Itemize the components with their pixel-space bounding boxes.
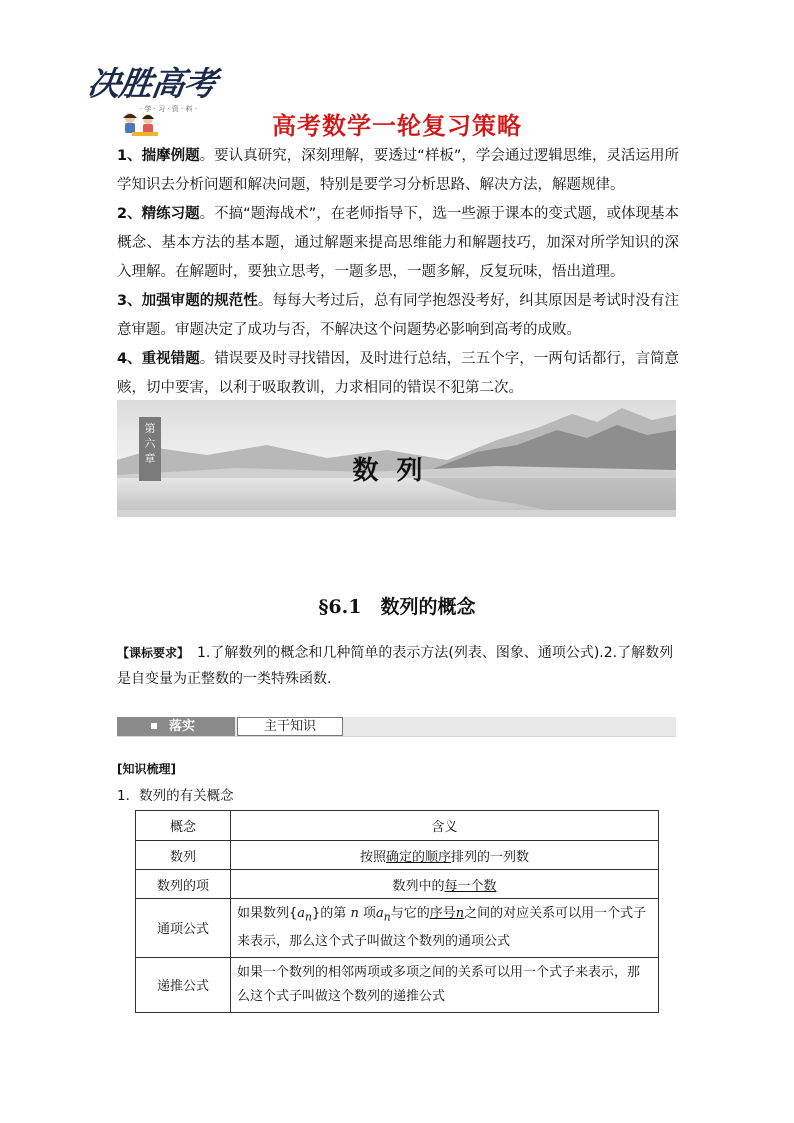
square-bullet-icon (151, 723, 157, 729)
logo-text: 决胜高考 (84, 64, 219, 103)
meaning-cell (231, 870, 659, 899)
strategy-item (117, 345, 679, 403)
math-var: a (297, 906, 306, 921)
meaning-text: 如果数列{ (237, 906, 298, 921)
chapter-tag-char: 六 (144, 437, 156, 450)
strategy-text: 。每每大考过后，总有同学抱怨没考好，纠其原因是考试时没有注意审题。审题决定了成功与否，不解决这个问题势必影响到高考的成败。 (117, 293, 679, 338)
term-cell: 通项公式 (136, 899, 231, 958)
term-cell: 递推公式 (136, 957, 231, 1012)
course-requirements (117, 640, 679, 692)
meaning-text: 数列中的 (392, 878, 445, 894)
bar-dark-text: 落实 (169, 719, 196, 734)
table-header: 含义 (231, 811, 659, 841)
math-var: n (350, 906, 359, 921)
strategy-text: 。要认真研究，深刻理解，要透过“样板”，学会通过逻辑思维，灵活运用所学知识去分析问题和解决问题，特别是要学习分析思路、解决方法，解题规律。 (117, 148, 679, 193)
term-cell: 数列 (136, 841, 231, 870)
chapter-title: 数列 (352, 456, 441, 486)
strategy-lead: 3、加强审题的规范性 (117, 293, 258, 309)
math-var: a (375, 906, 384, 921)
meaning-underlined: 序号 (429, 906, 456, 921)
math-sub: n (305, 910, 313, 924)
strategy-item (117, 142, 679, 200)
meaning-underlined: 确定的顺序 (385, 849, 451, 865)
table-row (136, 957, 659, 1012)
strategy-lead: 2、精练习题 (117, 206, 200, 222)
main-title: 高考数学一轮复习策略 (272, 112, 522, 140)
section-title: §6.1 数列的概念 (318, 596, 476, 618)
strategy-item (117, 287, 679, 345)
meaning-cell (231, 899, 659, 958)
requirements-label: 【课标要求】 (117, 646, 184, 660)
bar-light-label: 主干知识 (237, 717, 343, 736)
meaning-text: }的第 (312, 906, 347, 921)
strategy-text: 。错误要及时寻找错因，及时进行总结，三五个字，一两句话都行，言简意赅，切中要害，以利于吸取教训，力求相同的错误不犯第二次。 (117, 351, 679, 396)
concepts-table (135, 810, 659, 1013)
table-header: 概念 (136, 811, 231, 841)
meaning-cell (231, 841, 659, 870)
meaning-text: 排列的一列数 (451, 849, 530, 865)
math-sub: n (383, 910, 391, 924)
math-var: n (455, 906, 465, 921)
requirements-text: 1.了解数列的概念和几种简单的表示方法(列表、图象、通项公式).2.了解数列是自变量为正整数的一类特殊函数. (117, 645, 674, 687)
chapter-banner (117, 400, 676, 517)
table-header-row (136, 811, 659, 841)
chapter-tag-char: 第 (144, 422, 156, 435)
table-row (136, 841, 659, 870)
knowledge-label: [知识梳理] (117, 762, 176, 776)
meaning-cell: 如果一个数列的相邻两项或多项之间的关系可以用一个式子来表示，那么这个式子叫做这个数列的递推公式 (231, 957, 659, 1012)
meaning-text: 项 (362, 906, 376, 921)
chapter-tag-char: 章 (144, 452, 156, 465)
section-bar (117, 717, 676, 737)
strategy-item (117, 200, 679, 287)
table-row (136, 870, 659, 899)
strategy-lead: 1、揣摩例题 (117, 148, 200, 164)
item-heading: 1．数列的有关概念 (117, 788, 234, 804)
meaning-text: 之间的对应关系可以用一个式子来表示，那么这个式子叫做这个数列的通项公式 (237, 906, 647, 949)
table-row (136, 899, 659, 958)
strategy-lead: 4、重视错题 (117, 351, 200, 367)
strategy-text: 。不搞“题海战术”，在老师指导下，选一些源于课本的变式题，或体现基本概念、基本方法的基本题，通过解题来提高思维能力和解题技巧，加深对所学知识的深入理解。在解题时，要独立思考，一题多思，一题多解，反复玩味，悟出道理。 (117, 206, 679, 280)
meaning-text: 按照 (359, 849, 386, 865)
term-cell: 数列的项 (136, 870, 231, 899)
meaning-underlined: 每一个数 (444, 878, 497, 894)
bar-dark-label (117, 717, 235, 736)
logo-subtitle: · 学 · 习 · 资 · 料 · (140, 105, 197, 113)
meaning-text: 与它的 (390, 906, 430, 921)
strategy-list (117, 142, 679, 403)
